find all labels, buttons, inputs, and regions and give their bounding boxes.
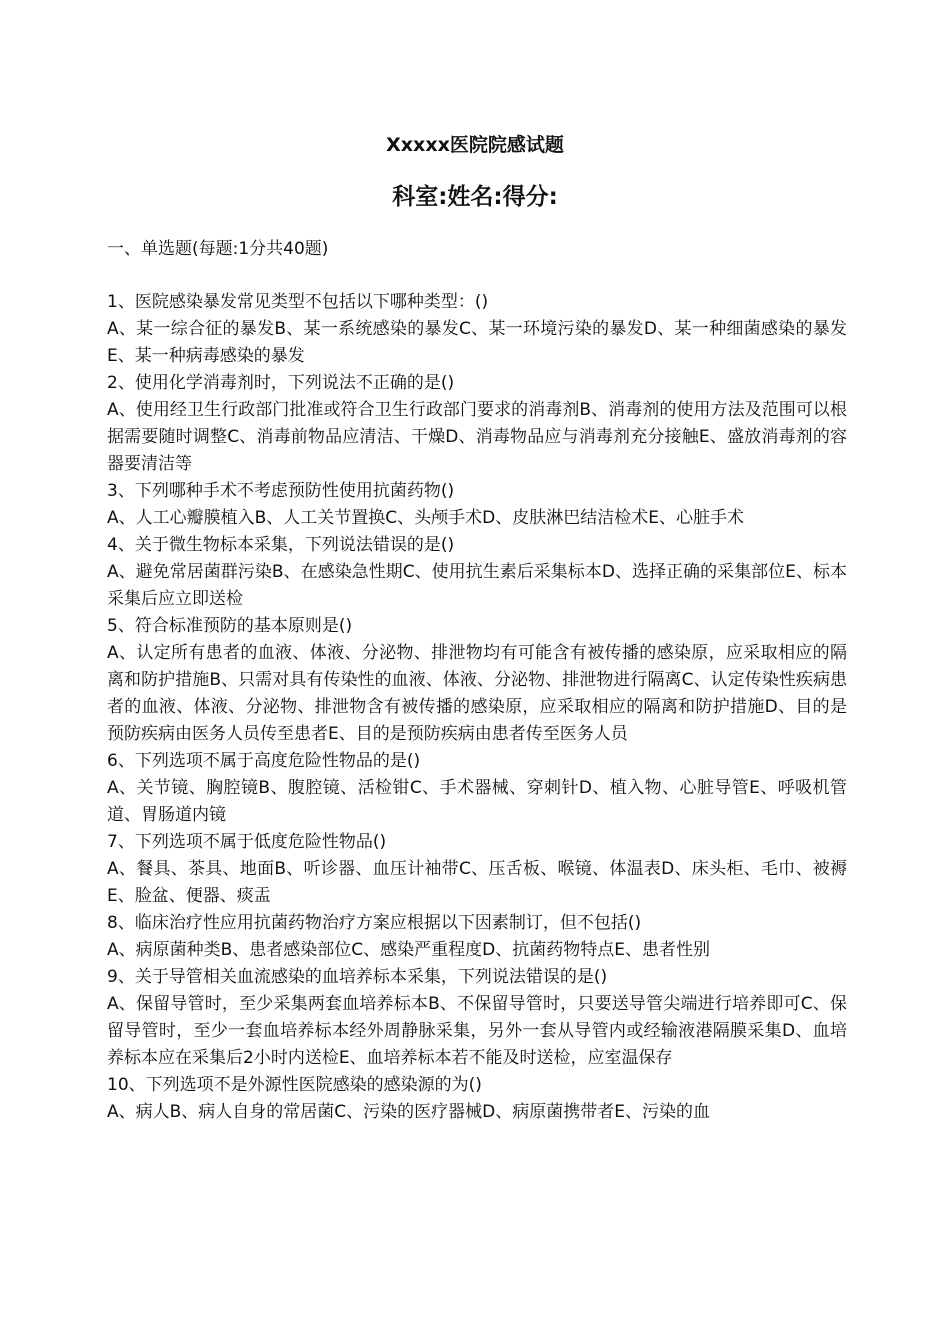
question-item <box>107 829 847 910</box>
question-stem: 8、临床治疗性应用抗菌药物治疗方案应根据以下因素制订，但不包括() <box>107 913 642 933</box>
question-stem: 5、符合标准预防的基本原则是() <box>107 616 353 636</box>
question-stem: 4、关于微生物标本采集，下列说法错误的是() <box>107 535 455 555</box>
question-item <box>107 532 847 613</box>
question-options: A、病人B、病人自身的常居菌C、污染的医疗器械D、病原菌携带者E、污染的血 <box>107 1102 710 1122</box>
question-item <box>107 910 847 964</box>
question-stem: 2、使用化学消毒剂时，下列说法不正确的是() <box>107 373 455 393</box>
question-item <box>107 748 847 829</box>
question-options: A、保留导管时，至少采集两套血培养标本B、不保留导管时，只要送导管尖端进行培养即可C、保留导管时，至少一套血培养标本经外周静脉采集，另外一套从导管内或经输液港隔膜采集D、血培养标本应在采集后2小时内送检E、血培养标本若不能及时送检，应室温保存 <box>107 994 847 1068</box>
section-heading: 一、单选题(每题:1分共40题) <box>107 239 329 259</box>
question-item <box>107 478 847 532</box>
question-stem: 7、下列选项不属于低度危险性物品() <box>107 832 387 852</box>
question-stem: 6、下列选项不属于高度危险性物品的是() <box>107 751 421 771</box>
question-item <box>107 964 847 1072</box>
question-stem: 1、医院感染暴发常见类型不包括以下哪种类型：() <box>107 292 489 312</box>
question-list <box>107 289 847 1126</box>
question-stem: 3、下列哪种手术不考虑预防性使用抗菌药物() <box>107 481 455 501</box>
document-title: Xxxxx医院院感试题 <box>386 134 564 156</box>
question-options: A、病原菌种类B、患者感染部位C、感染严重程度D、抗菌药物特点E、患者性别 <box>107 940 710 960</box>
question-stem: 10、下列选项不是外源性医院感染的感染源的为() <box>107 1075 482 1095</box>
question-options: A、认定所有患者的血液、体液、分泌物、排泄物均有可能含有被传播的感染原，应采取相应的隔离和防护措施B、只需对具有传染性的血液、体液、分泌物、排泄物进行隔离C、认定传染性疾病患者的血液、体液、分泌物、排泄物含有被传播的感染原，应采取相应的隔离和防护措施D、目的是预防疾病由医务人员传至患者E、目的是预防疾病由患者传至医务人员 <box>107 643 847 744</box>
question-options: A、使用经卫生行政部门批准或符合卫生行政部门要求的消毒剂B、消毒剂的使用方法及范围可以根据需要随时调整C、消毒前物品应清洁、干燥D、消毒物品应与消毒剂充分接触E、盛放消毒剂的容器要清洁等 <box>107 400 847 474</box>
question-options: A、餐具、茶具、地面B、听诊器、血压计袖带C、压舌板、喉镜、体温表D、床头柜、毛巾、被褥E、脸盆、便器、痰盂 <box>107 859 847 906</box>
question-options: A、关节镜、胸腔镜B、腹腔镜、活检钳C、手术器械、穿刺针D、植入物、心脏导管E、呼吸机管道、胃肠道内镜 <box>107 778 847 825</box>
info-line: 科室:姓名:得分: <box>392 184 558 210</box>
question-options: A、避免常居菌群污染B、在感染急性期C、使用抗生素后采集标本D、选择正确的采集部位E、标本采集后应立即送检 <box>107 562 847 609</box>
question-item <box>107 613 847 748</box>
question-item <box>107 370 847 478</box>
question-item <box>107 1072 847 1126</box>
question-options: A、人工心瓣膜植入B、人工关节置换C、头颅手术D、皮肤淋巴结洁检术E、心脏手术 <box>107 508 744 528</box>
question-options: A、某一综合征的暴发B、某一系统感染的暴发C、某一环境污染的暴发D、某一种细菌感染的暴发E、某一种病毒感染的暴发 <box>107 319 847 366</box>
question-stem: 9、关于导管相关血流感染的血培养标本采集，下列说法错误的是() <box>107 967 608 987</box>
question-item <box>107 289 847 370</box>
